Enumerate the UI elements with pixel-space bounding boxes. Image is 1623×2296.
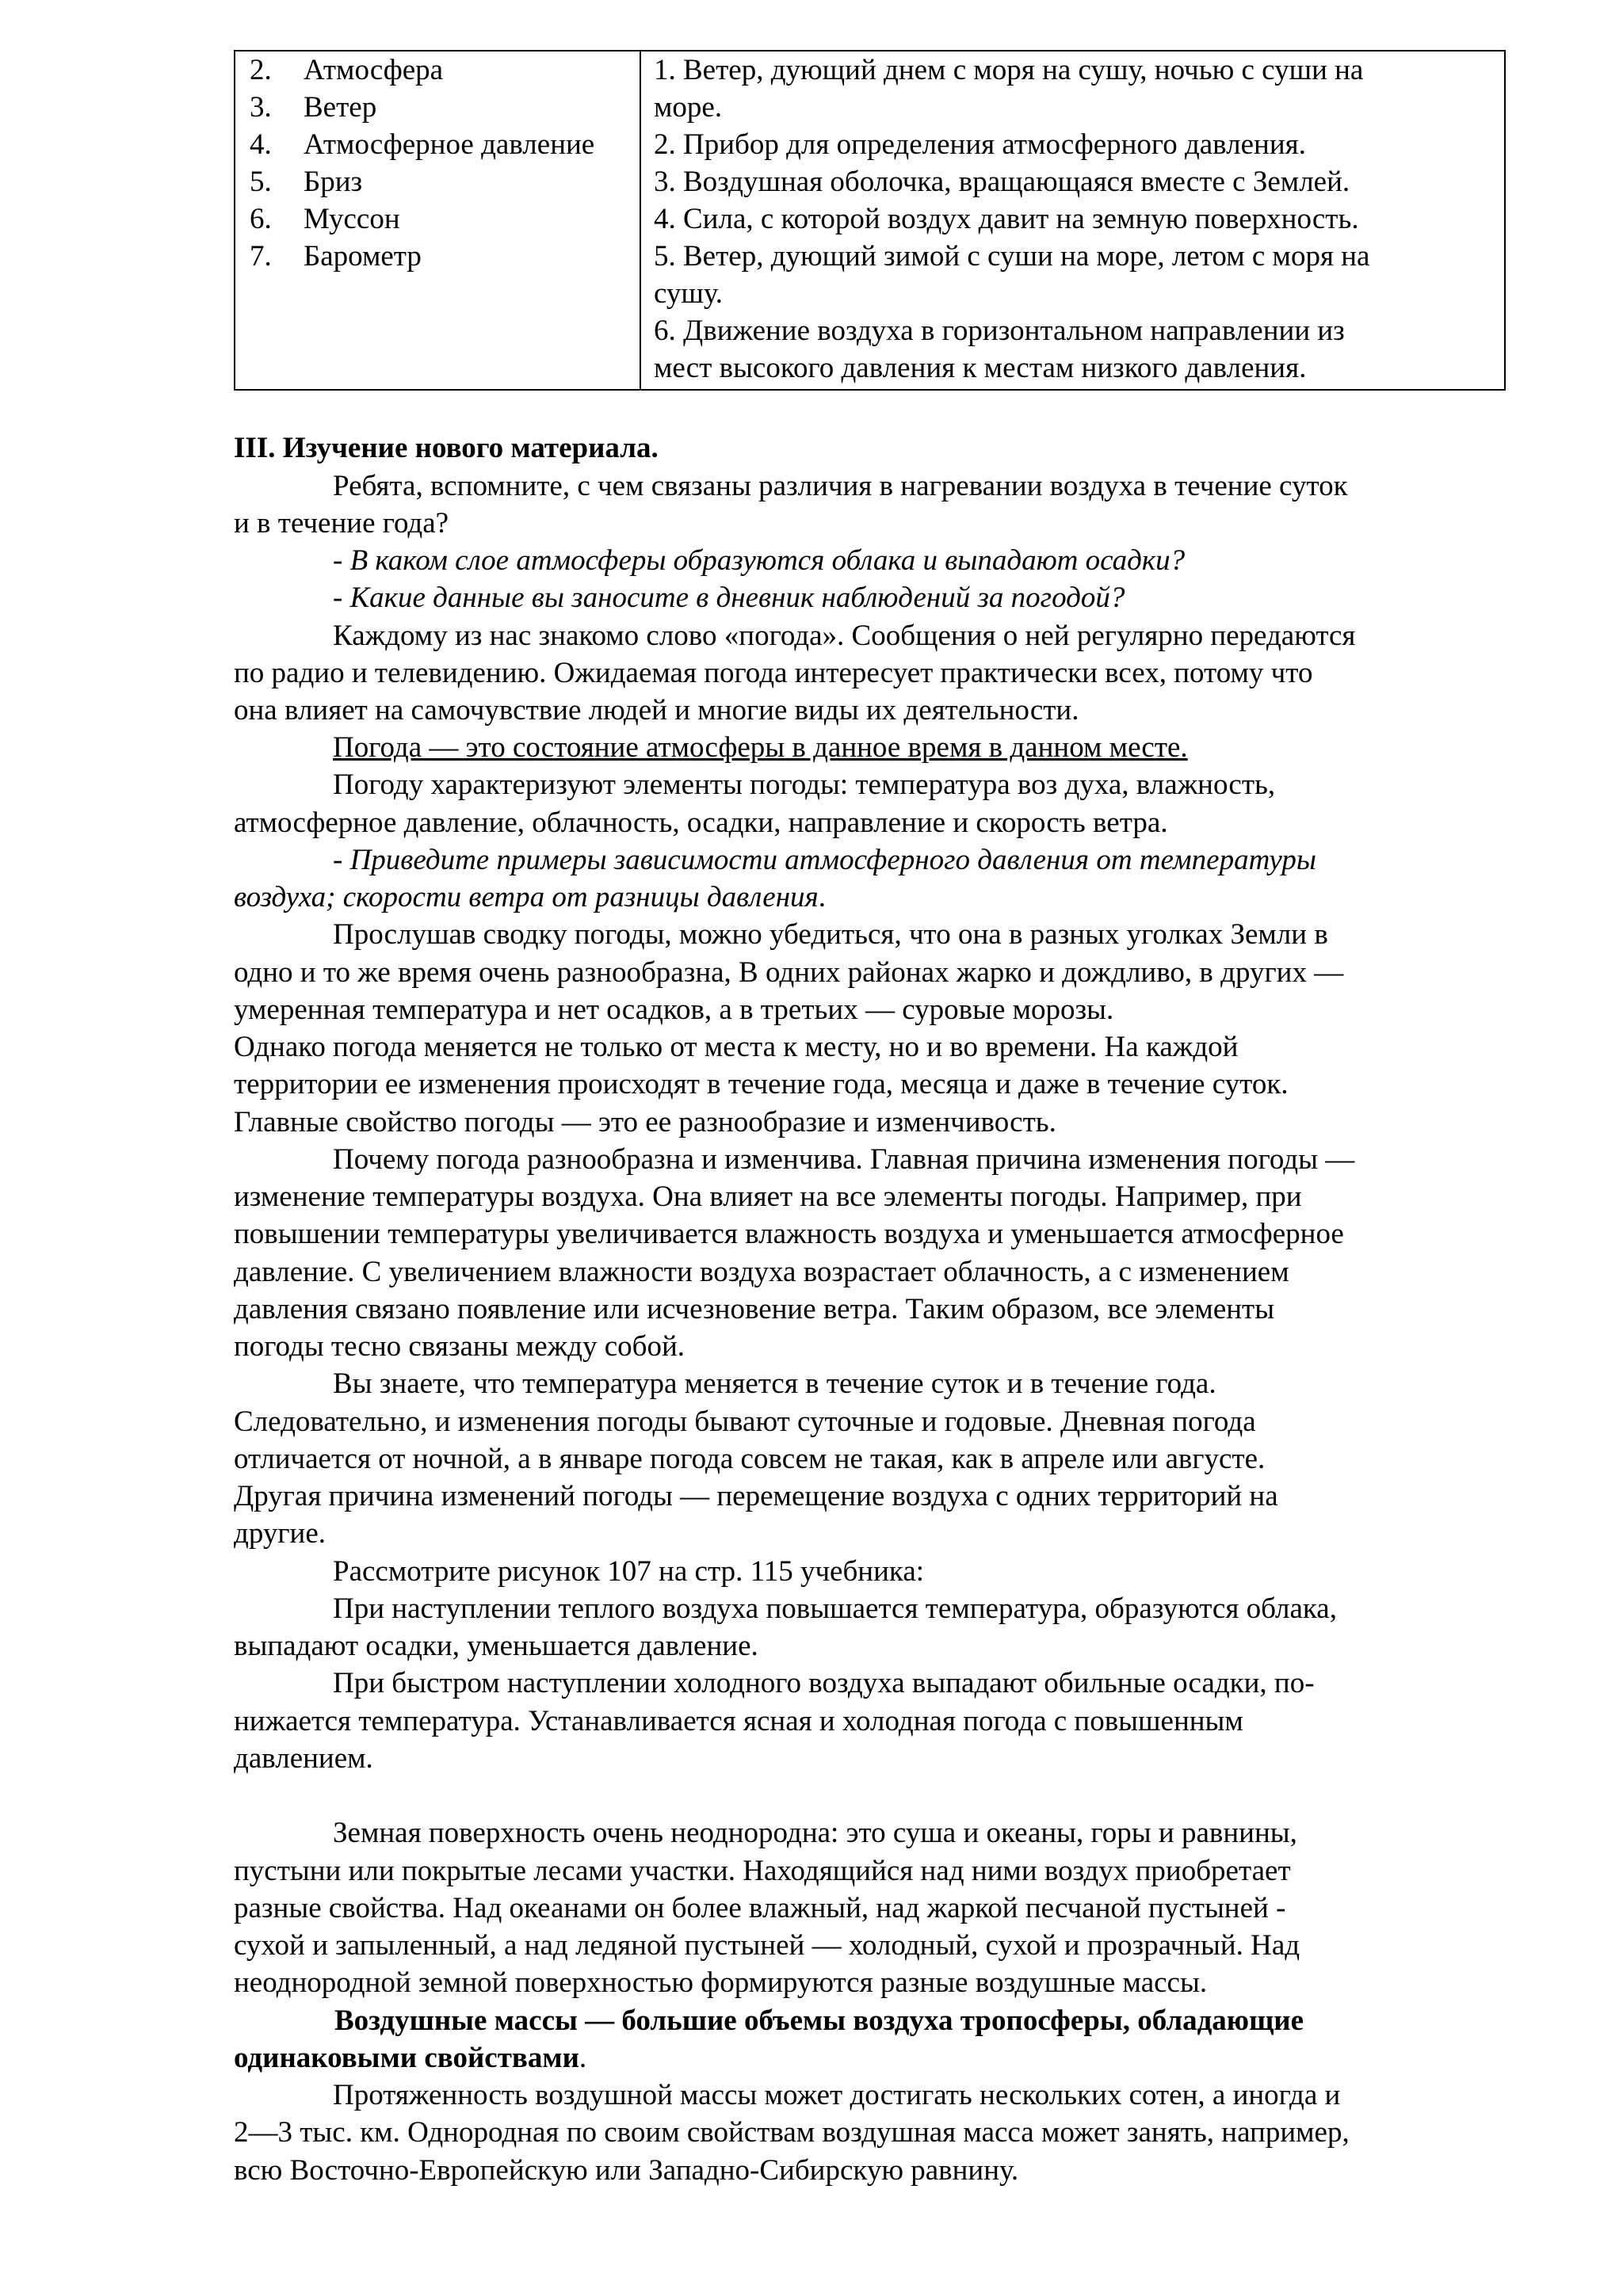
question-line: - Какие данные вы заносите в дневник наблюдений за погодой?	[333, 582, 1125, 614]
paragraph-line: Ребята, вспомните, с чем связаны различия в нагревании воздуха в течение суток	[333, 470, 1348, 502]
paragraph-line: Вы знаете, что температура меняется в течение суток и в течение года.	[333, 1367, 1216, 1400]
definition-line: 6. Движение воздуха в горизонтальном направлении из	[654, 315, 1345, 347]
paragraph-line: разные свойства. Над океанами он более влажный, над жаркой песчаной пустыней -	[234, 1892, 1286, 1924]
question-line: - В каком слое атмосферы образуются облака и выпадают осадки?	[333, 544, 1186, 577]
paragraph-line: повышении температуры увеличивается влажность воздуха и уменьшается атмосферное	[234, 1218, 1344, 1250]
paragraph-line: неоднородной земной поверхностью формируются разные воздушные массы.	[234, 1966, 1208, 1999]
paragraph-line: умеренная температура и нет осадков, а в третьих — суровые морозы.	[234, 994, 1114, 1026]
paragraph-line: Другая причина изменений погоды — перемещение воздуха с одних территорий на	[234, 1480, 1278, 1512]
paragraph-line: и в течение года?	[234, 507, 449, 540]
paragraph-line: одно и то же время очень разнообразна, В одних районах жарко и дождливо, в других —	[234, 956, 1344, 989]
definition-line: 3. Воздушная оболочка, вращающаяся вместе с Землей.	[654, 166, 1350, 198]
paragraph-line: При быстром наступлении холодного воздуха выпадают обильные осадки, по-	[333, 1667, 1315, 1699]
paragraph-line: погоды тесно связаны между собой.	[234, 1330, 685, 1363]
definition-line: 5. Ветер, дующий зимой с суши на море, летом с моря на	[654, 240, 1370, 273]
table-column-divider	[640, 51, 641, 389]
paragraph-line: давление. С увеличением влажности воздуха возрастает облачность, а с изменением	[234, 1256, 1289, 1288]
definitions-column	[654, 51, 1494, 387]
section-heading: III. Изучение нового материала.	[234, 432, 659, 464]
paragraph-line: Рассмотрите рисунок 107 на стр. 115 учебника:	[333, 1555, 925, 1588]
question-line: - Приведите примеры зависимости атмосферного давления от температуры	[333, 844, 1316, 876]
paragraph-line: Каждому из нас знакомо слово «погода». Сообщения о ней регулярно передаются	[333, 620, 1356, 652]
terms-column	[250, 51, 638, 275]
definition-air-masses: Воздушные массы — большие объемы воздуха тропосферы, обладающие	[334, 2004, 1304, 2037]
term-item: 2. Атмосфера	[250, 54, 444, 86]
term-item: 5. Бриз	[250, 166, 363, 198]
definition-line: 2. Прибор для определения атмосферного давления.	[654, 128, 1306, 161]
paragraph-line: отличается от ночной, а в январе погода совсем не такая, как в апреле или августе.	[234, 1443, 1266, 1475]
paragraph-line: Протяженность воздушной массы может достигать нескольких сотен, а иногда и	[333, 2079, 1341, 2111]
paragraph-line: Прослушав сводку погоды, можно убедиться, что она в разных уголках Земли в	[333, 918, 1328, 951]
term-item: 7. Барометр	[250, 240, 422, 273]
definition-line: сушу.	[654, 277, 723, 310]
paragraph-line: изменение температуры воздуха. Она влияет на все элементы погоды. Например, при	[234, 1180, 1302, 1213]
definition-air-masses-continued: одинаковыми свойствами.	[234, 2042, 587, 2074]
paragraph-line: территории ее изменения происходят в течение года, месяца и даже в течение суток.	[234, 1068, 1289, 1100]
paragraph-line: нижается температура. Устанавливается ясная и холодная погода с повышенным	[234, 1705, 1243, 1737]
paragraph-line: Погоду характеризуют элементы погоды: температура воз духа, влажность,	[333, 769, 1276, 801]
paragraph-line: давления связано появление или исчезновение ветра. Таким образом, все элементы	[234, 1293, 1275, 1325]
paragraph-line: она влияет на самочувствие людей и многие виды их деятельности.	[234, 694, 1079, 727]
question-line-continued: воздуха; скорости ветра от разницы давления.	[234, 881, 827, 913]
paragraph-line: Однако погода меняется не только от места к месту, но и во времени. На каждой	[234, 1031, 1239, 1063]
paragraph-line: сухой и запыленный, а над ледяной пустыней — холодный, сухой и прозрачный. Над	[234, 1929, 1300, 1962]
paragraph-line: по радио и телевидению. Ожидаемая погода интересует практически всех, потому что	[234, 657, 1313, 689]
paragraph-line: всю Восточно-Европейскую или Западно-Сибирскую равнину.	[234, 2154, 1019, 2187]
paragraph-line: Следовательно, и изменения погоды бывают суточные и годовые. Дневная погода	[234, 1405, 1256, 1438]
paragraph-line: При наступлении теплого воздуха повышается температура, образуются облака,	[333, 1592, 1337, 1625]
paragraph-line: Земная поверхность очень неоднородна: это суша и океаны, горы и равнины,	[333, 1817, 1297, 1849]
paragraph-line: Главные свойство погоды — это ее разнообразие и изменчивость.	[234, 1106, 1056, 1138]
paragraph-line: выпадают осадки, уменьшается давление.	[234, 1630, 758, 1662]
definition-line: мест высокого давления к местам низкого давления.	[654, 352, 1307, 384]
paragraph-line: другие.	[234, 1517, 326, 1550]
paragraph-line: 2—3 тыс. км. Однородная по своим свойствам воздушная масса может занять, например,	[234, 2116, 1350, 2149]
term-item: 3. Ветер	[250, 91, 377, 124]
terms-table	[234, 50, 1506, 391]
definition-line: 1. Ветер, дующий днем с моря на сушу, ночью с суши на	[654, 54, 1364, 86]
paragraph-line: Почему погода разнообразна и изменчива. Главная причина изменения погоды —	[333, 1143, 1355, 1176]
paragraph-line: давлением.	[234, 1742, 373, 1775]
paragraph-line: пустыни или покрытые лесами участки. Находящийся над ними воздух приобретает	[234, 1855, 1291, 1887]
term-item: 6. Муссон	[250, 203, 400, 235]
definition-line: море.	[654, 91, 723, 124]
term-item: 4. Атмосферное давление	[250, 128, 595, 161]
definition-line: 4. Сила, с которой воздух давит на земную поверхность.	[654, 203, 1359, 235]
definition-weather: Погода — это состояние атмосферы в данное время в данном месте.	[333, 731, 1188, 764]
paragraph-line: атмосферное давление, облачность, осадки, направление и скорость ветра.	[234, 807, 1168, 839]
